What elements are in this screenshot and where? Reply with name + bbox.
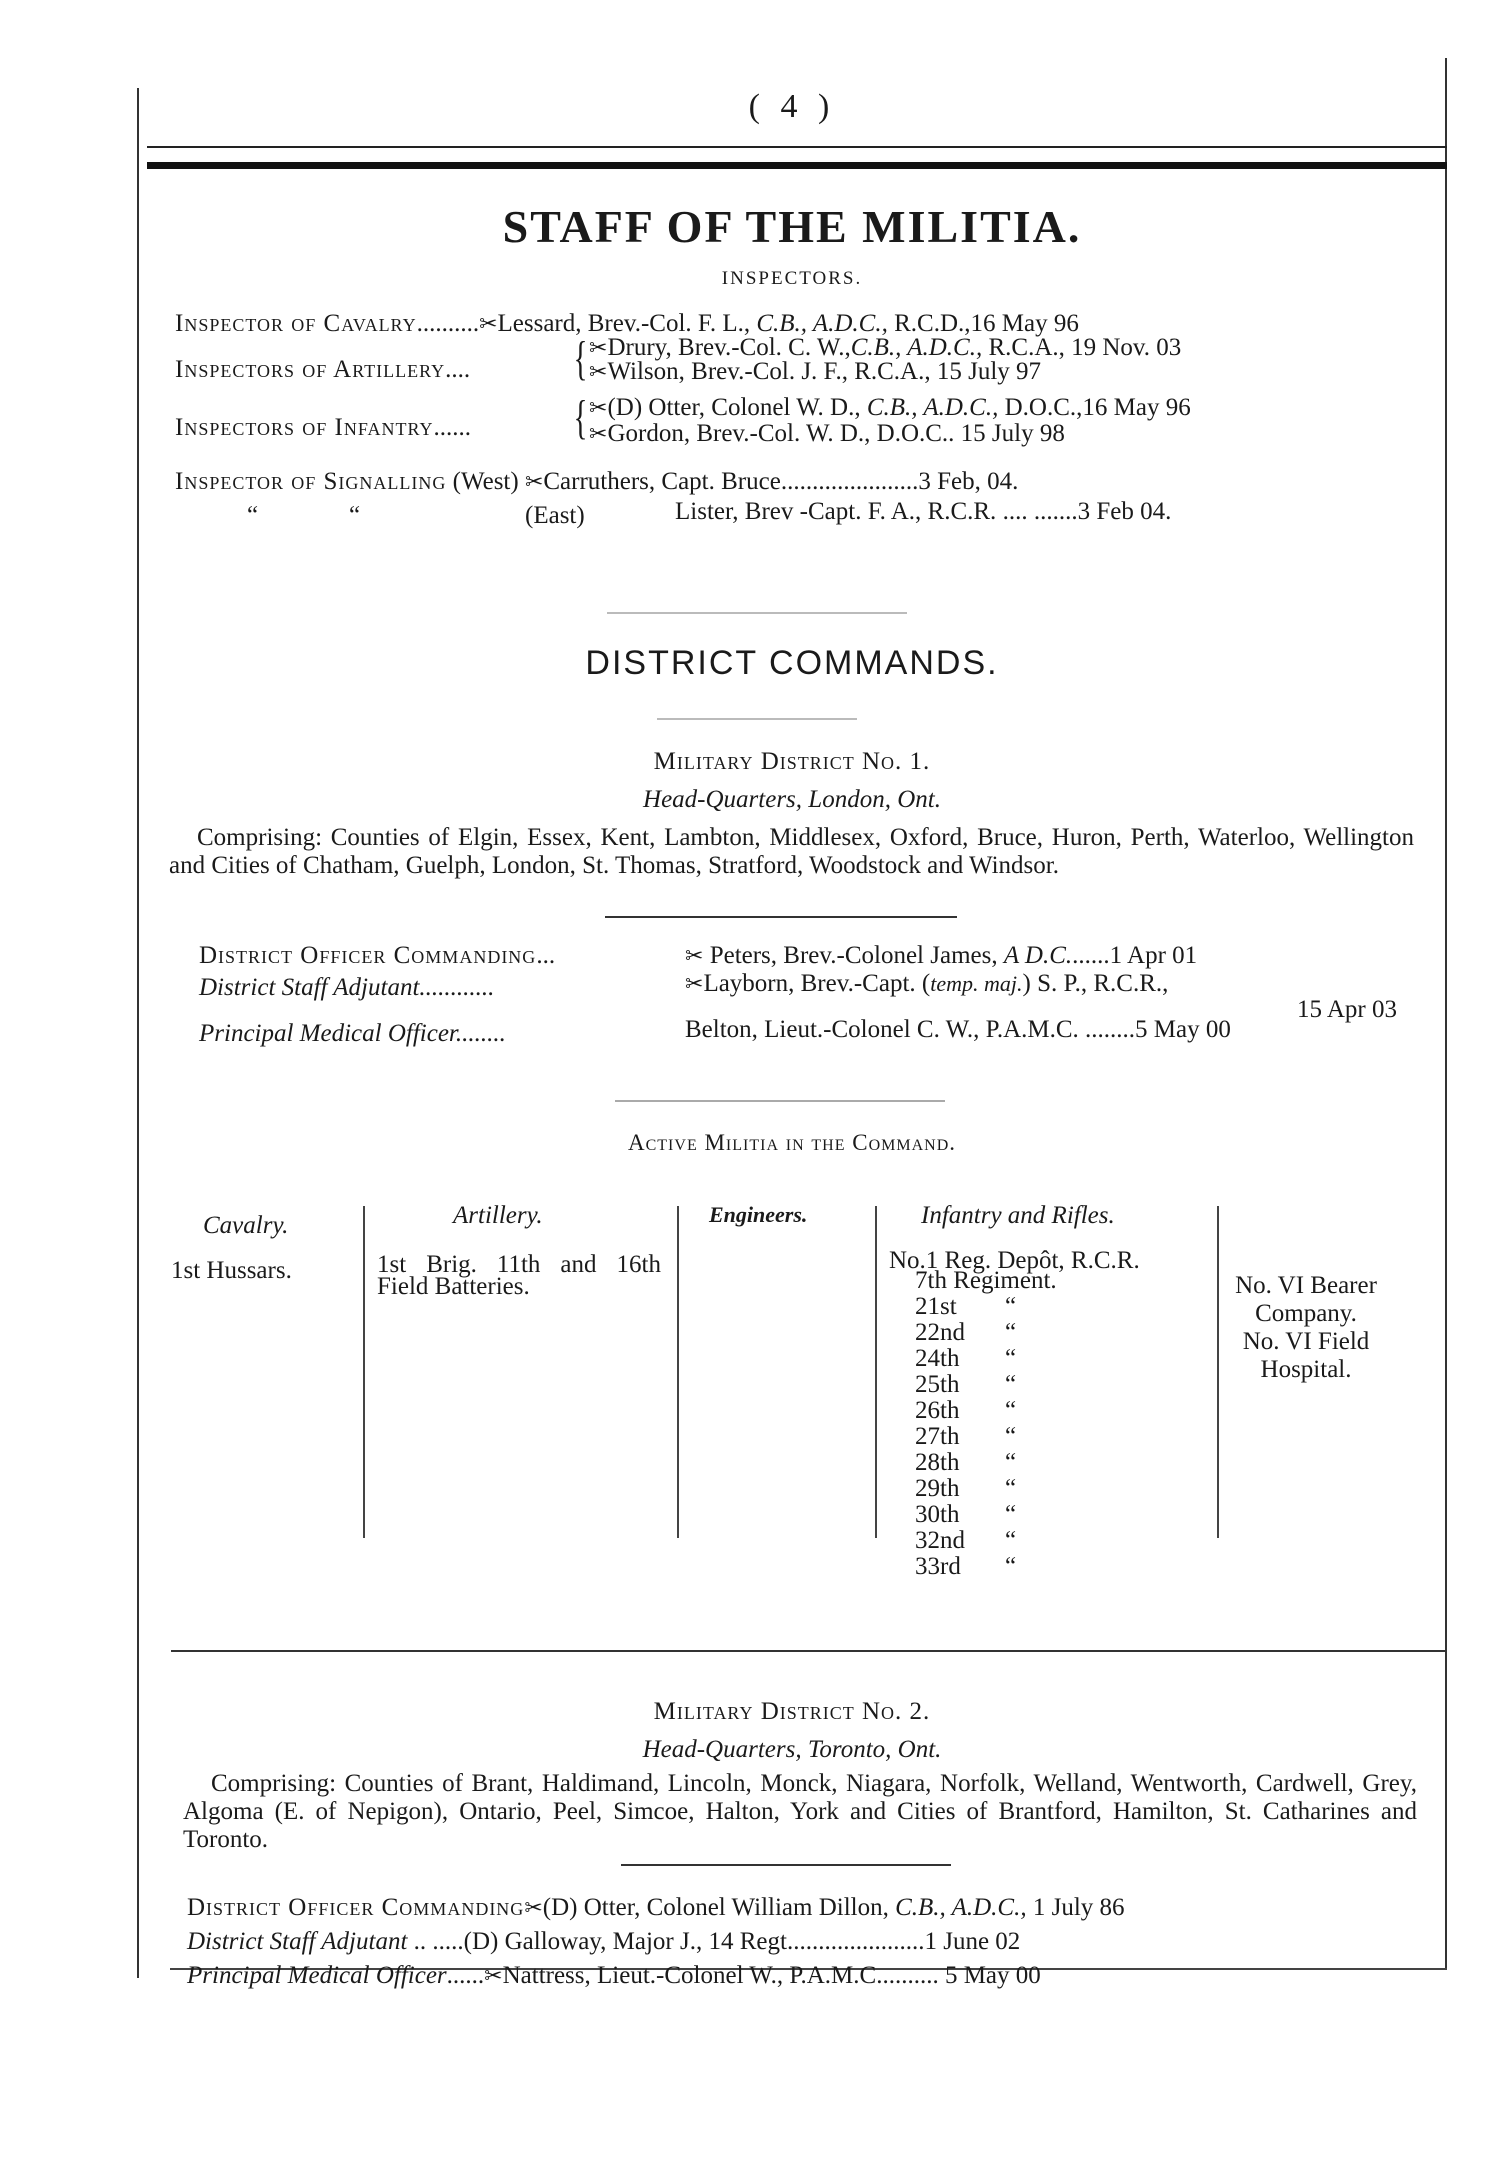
page [137, 58, 1447, 1989]
md1-doc-label: District Officer Commanding [199, 942, 537, 969]
page-number: ( 4 ) [748, 88, 836, 125]
md1-dsa-entry [685, 970, 1168, 998]
ditto-mark: “ [1005, 1371, 1017, 1398]
cavalry-date: 16 May 96 [970, 310, 1079, 337]
column-divider [363, 1206, 365, 1538]
infantry-depot: No.1 Reg. Depôt, R.C.R. [889, 1247, 1140, 1274]
divider [621, 1864, 951, 1866]
md2-doc-label: District Officer Commanding [187, 1894, 525, 1921]
ditto-mark: “ [1005, 1423, 1017, 1450]
artillery-text-2: Wilson, Brev.-Col. J. F., R.C.A., 15 July 97 [607, 358, 1042, 385]
scissors-icon: ✂ [479, 312, 498, 337]
md1-dsa-rest: ) S. P., R.C.R., [1022, 970, 1169, 997]
col-head-infantry: Infantry and Rifles. [921, 1202, 1115, 1229]
artillery-units: 1st Brig. 11th and 16th Field Batteries. [377, 1251, 661, 1300]
cavalry-units: 1st Hussars. [171, 1257, 292, 1284]
ditto-mark: “ [1005, 1501, 1017, 1528]
infantry-label-row [175, 414, 471, 442]
md1-pmo-date: 5 May 00 [1135, 1016, 1231, 1043]
md2-pmo-date: 5 May 00 [938, 1962, 1041, 1989]
md2-dsa-name: (D) Galloway, Major J., 14 Regt [463, 1928, 787, 1955]
regiment-number: 22nd [915, 1319, 965, 1346]
md1-active-heading: Active Militia in the Command. [628, 1130, 956, 1155]
dots: ...... [1072, 942, 1110, 969]
regiment-number: 29th [915, 1475, 960, 1502]
regiment-number: 28th [915, 1449, 960, 1476]
dots: ...................... [786, 1928, 925, 1955]
infantry-date-1: 16 May 96 [1082, 394, 1191, 421]
md2-comprising: Comprising: Counties of Brant, Haldimand, Lincoln, Monck, Niagara, Norfolk, Welland, Wentworth, Cardwell, Grey, Algoma (E. of Nepigon), Ontario, Peel, Simcoe, Halton, York and Cities of Brantford, Hamilton, St. Catharines and Toronto. [183, 1770, 1417, 1853]
regiment-row [915, 1372, 1219, 1398]
dots: .... [445, 356, 471, 383]
divider [615, 1100, 945, 1102]
infantry-label: Inspectors of Infantry [175, 414, 434, 441]
md2-doc-date: 1 July 86 [1026, 1894, 1125, 1921]
regiment-list [889, 1294, 1219, 1580]
regiment-row [915, 1554, 1219, 1580]
md1-dsa-row [199, 974, 494, 1002]
scissors-icon: ✂ [685, 972, 704, 997]
md2-dsa-date: 1 June 02 [924, 1928, 1021, 1955]
col-head-cavalry: Cavalry. [203, 1212, 289, 1239]
dots: ... [536, 942, 556, 969]
ditto-mark: “ [1005, 1319, 1017, 1346]
regiment-row [915, 1502, 1219, 1528]
signalling-east-row [675, 498, 1171, 526]
divider [607, 612, 907, 614]
regiment-number: 27th [915, 1423, 960, 1450]
regiment-number: 30th [915, 1501, 960, 1528]
header-rule-thick [147, 162, 1447, 169]
regiment-number: 24th [915, 1345, 960, 1372]
dots: ........ [1078, 1016, 1136, 1043]
artillery-honours-1: C.B., A.D.C., [850, 334, 983, 361]
other-units [1231, 1272, 1381, 1384]
infantry-honours-1: C.B., A.D.C., [866, 394, 999, 421]
md1-hq: Head-Quarters, London, Ont. [643, 786, 941, 813]
infantry-text-2: Gordon, Brev.-Col. W. D., D.O.C.. 15 July 98 [607, 420, 1065, 447]
infantry-line-1 [589, 394, 1191, 422]
md1-pmo-label: Principal Medical Officer [199, 1020, 456, 1047]
md2-pmo-label: Principal Medical Officer [187, 1962, 447, 1989]
field-hospital-line-1: No. VI Field [1242, 1328, 1370, 1355]
col-head-engineers: Engineers. [709, 1202, 808, 1227]
signalling-east-region: (East) [525, 502, 585, 529]
bearer-company-line-2: Company. [1255, 1300, 1357, 1327]
md1-doc-name: Peters, Brev.-Colonel James, [703, 942, 1004, 969]
artillery-unit-1: R.C.A., [982, 334, 1065, 361]
signalling-west-name: Carruthers, Capt. Bruce [543, 468, 781, 495]
md2-dsa-label: District Staff Adjutant [187, 1928, 408, 1955]
ditto-mark: “ [1005, 1397, 1017, 1424]
regiment-row [915, 1346, 1219, 1372]
regiment-number: 26th [915, 1397, 960, 1424]
infantry-line-2 [589, 420, 1065, 448]
signalling-west-row [175, 468, 1018, 496]
dots: .......... [876, 1962, 939, 1989]
cavalry-unit: R.C.D., [887, 310, 971, 337]
header-rule-thin [147, 146, 1447, 148]
scissors-icon: ✂ [524, 1896, 543, 1921]
artillery-date-1: 19 Nov. 03 [1064, 334, 1182, 361]
regiment-row [915, 1528, 1219, 1554]
dots: ...... [433, 414, 472, 441]
artillery-name-1: Drury, Brev.-Col. C. W., [607, 334, 851, 361]
md2-doc-honours: C.B., A.D.C., [895, 1894, 1027, 1921]
dots: .... ....... [996, 498, 1078, 525]
cavalry-label: Inspector of Cavalry [175, 310, 417, 337]
regiment-number: 21st [915, 1293, 957, 1320]
infantry-7th: 7th Regiment. [915, 1267, 1057, 1294]
brace-icon: { [573, 332, 588, 385]
column-divider [677, 1206, 679, 1538]
md1-doc-honours: A D.C. [1003, 942, 1073, 969]
signalling-east-ditto-2: “ [349, 502, 361, 529]
regiment-number: 33rd [915, 1553, 961, 1580]
regiment-row [915, 1424, 1219, 1450]
regiment-number: 25th [915, 1371, 960, 1398]
md1-heading: Military District No. 1. [653, 748, 931, 775]
scissors-icon: ✂ [589, 360, 608, 385]
ditto-mark: “ [1005, 1527, 1017, 1554]
artillery-line-2 [589, 358, 1041, 386]
ditto-mark: “ [1005, 1293, 1017, 1320]
md1-doc-entry [685, 942, 1197, 970]
md1-pmo-name: Belton, Lieut.-Colonel C. W., P.A.M.C. [685, 1016, 1079, 1043]
dots: ............ [419, 974, 495, 1001]
infantry-unit-1: D.O.C., [998, 394, 1083, 421]
cavalry-name: Lessard, Brev.-Col. F. L., [497, 310, 757, 337]
ditto-mark: “ [1005, 1449, 1017, 1476]
signalling-east-ditto-1: “ [247, 502, 259, 529]
field-hospital-line-2: Hospital. [1260, 1356, 1352, 1383]
cavalry-honours: C.B., A.D.C., [756, 310, 888, 337]
md1-dsa-name: Layborn, Brev.-Capt. ( [703, 970, 931, 997]
dots: ...... [446, 1962, 485, 1989]
dots: ........ [455, 1020, 506, 1047]
md1-pmo-entry [685, 1016, 1231, 1044]
dots: .. ..... [407, 1928, 464, 1955]
scissors-icon: ✂ [484, 1964, 503, 1989]
inspectors-subtitle: INSPECTORS. [721, 268, 863, 289]
infantry-prefix-1: (D) [607, 394, 649, 421]
artillery-label-row [175, 356, 470, 384]
regiment-number: 32nd [915, 1527, 965, 1554]
signalling-east-name: Lister, Brev -Capt. F. A., R.C.R. [675, 498, 997, 525]
infantry-name-1: Otter, Colonel W. D., [648, 394, 867, 421]
signalling-west-date: 3 Feb, 04. [918, 468, 1019, 495]
md1-dsa-date: 15 Apr 03 [1297, 996, 1397, 1023]
signalling-east-date: 3 Feb 04. [1077, 498, 1172, 525]
md1-doc-date: 1 Apr 01 [1109, 942, 1198, 969]
md2-doc-name: Otter, Colonel William Dillon, [583, 1894, 896, 1921]
md1-comprising: Comprising: Counties of Elgin, Essex, Kent, Lambton, Middlesex, Oxford, Bruce, Huron, Perth, Waterloo, Wellington and Cities of Chatham, Guelph, London, St. Thomas, Stratford, Woodstock and Windsor. [169, 824, 1414, 879]
ditto-mark: “ [1005, 1345, 1017, 1372]
staff-title: STAFF OF THE MILITIA. [502, 201, 1082, 252]
infantry-units [889, 1248, 1219, 1580]
divider [605, 916, 957, 918]
signalling-label: Inspector of Signalling [175, 468, 447, 495]
md1-dsa-temp: temp. maj. [930, 971, 1023, 996]
dots: ...................... [780, 468, 919, 495]
scissors-icon: ✂ [589, 336, 608, 361]
md2-doc-row [187, 1894, 1125, 1922]
md2-hq: Head-Quarters, Toronto, Ont. [642, 1736, 942, 1763]
regiment-row [915, 1294, 1219, 1320]
scissors-icon: ✂ [589, 396, 608, 421]
regiment-row [915, 1476, 1219, 1502]
md2-pmo-row [187, 1962, 1041, 1990]
ditto-mark: “ [1005, 1553, 1017, 1580]
regiment-row [915, 1398, 1219, 1424]
md1-dsa-label: District Staff Adjutant [199, 974, 420, 1001]
md2-heading: Military District No. 2. [653, 1698, 931, 1725]
regiment-row [915, 1320, 1219, 1346]
signalling-region: (West) [452, 468, 519, 495]
column-divider [875, 1206, 877, 1538]
md1-pmo-row [199, 1020, 506, 1048]
scissors-icon: ✂ [589, 422, 608, 447]
col-head-artillery: Artillery. [453, 1202, 543, 1229]
regiment-row [915, 1450, 1219, 1476]
ditto-mark: “ [1005, 1475, 1017, 1502]
dots: .......... [416, 310, 480, 337]
scissors-icon: ✂ [524, 470, 544, 495]
md2-dsa-row [187, 1928, 1020, 1956]
section-divider [171, 1650, 1447, 1652]
md2-doc-prefix: (D) [542, 1894, 584, 1921]
brace-icon: { [573, 391, 588, 444]
divider [657, 718, 857, 720]
md1-doc-row [199, 942, 555, 970]
bearer-company-line-1: No. VI Bearer [1235, 1272, 1377, 1299]
artillery-label: Inspectors of Artillery [175, 356, 446, 383]
district-title: DISTRICT COMMANDS. [585, 644, 999, 682]
scissors-icon: ✂ [685, 944, 704, 969]
md2-pmo-name: Nattress, Lieut.-Colonel W., P.A.M.C [502, 1962, 877, 1989]
